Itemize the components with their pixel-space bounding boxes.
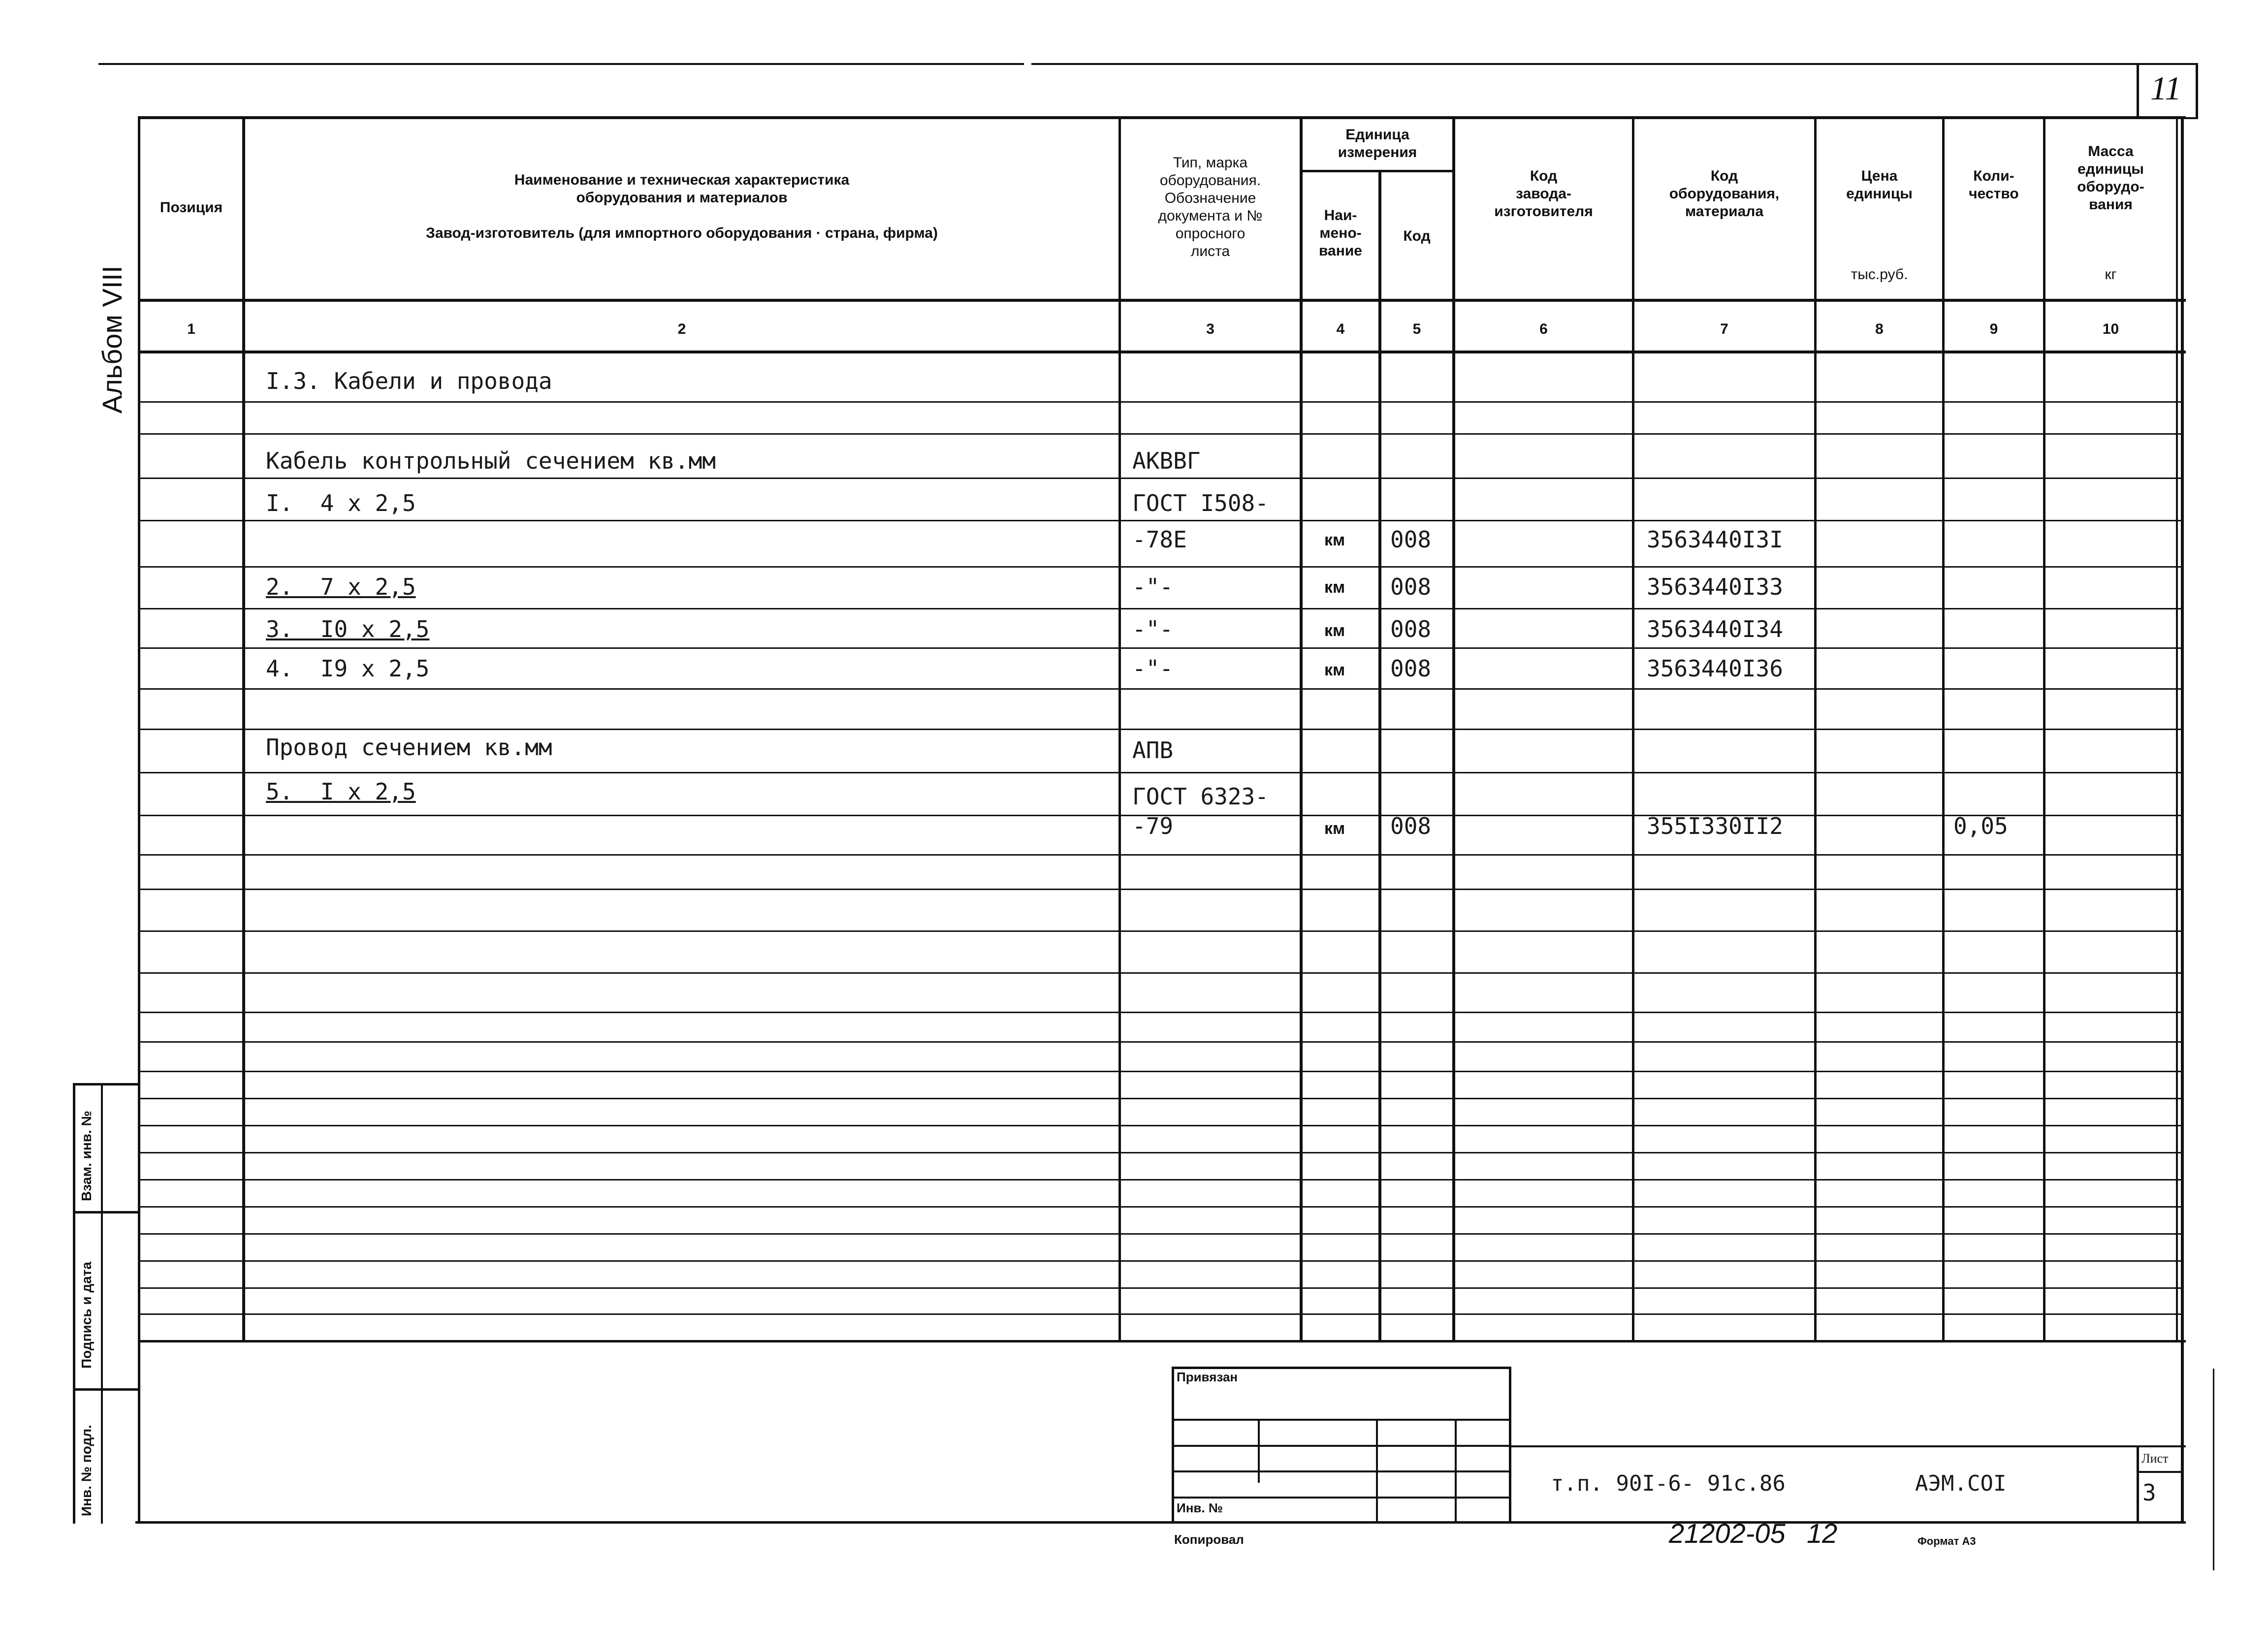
col-number: 3 — [1206, 321, 1214, 337]
table-row — [138, 930, 2183, 932]
row5-unit-code: 008 — [1390, 813, 1432, 839]
row5-quantity: 0,05 — [1953, 813, 2008, 839]
top-rule — [98, 63, 1024, 65]
format-label: Формат А3 — [1917, 1535, 1976, 1547]
row4-material-code: 3563440I36 — [1647, 655, 1783, 682]
table-row — [138, 433, 2183, 435]
title-block-line — [1172, 1470, 1510, 1472]
table-row — [138, 1260, 2183, 1262]
row3-unit: км — [1324, 621, 1345, 640]
col-number: 2 — [677, 321, 686, 337]
side-stamp-label: Подпись и дата — [79, 1262, 94, 1369]
table-row — [138, 972, 2183, 974]
row2-unit: км — [1324, 578, 1345, 597]
table-row — [138, 1179, 2183, 1181]
side-stamp-line — [73, 1083, 75, 1524]
table-row — [138, 520, 2183, 521]
title-block-line — [1509, 1367, 1511, 1523]
row4-unit: км — [1324, 661, 1345, 679]
cable-title: Кабель контрольный сечением кв.мм — [266, 447, 716, 474]
row3-material-code: 3563440I34 — [1647, 616, 1783, 642]
title-block-line — [1258, 1419, 1260, 1483]
title-block-line — [1455, 1419, 1457, 1523]
table-row — [138, 1012, 2183, 1013]
table-row — [138, 1287, 2183, 1289]
table-bottom — [138, 1340, 2186, 1342]
header-price: Цена единицы — [1846, 168, 1913, 202]
side-stamp-label: Инв. № подл. — [79, 1425, 94, 1516]
table-row — [138, 608, 2183, 609]
numbers-bottom — [138, 351, 2186, 353]
col-number: 1 — [187, 321, 195, 337]
col-number: 7 — [1720, 321, 1728, 337]
header-quantity: Коли- чество — [1969, 168, 2019, 202]
top-rule — [1031, 63, 2198, 65]
table-row — [138, 1041, 2183, 1043]
row3-unit-code: 008 — [1390, 616, 1432, 642]
table-row — [138, 772, 2183, 773]
title-block-line — [1172, 1419, 1510, 1421]
table-row — [138, 1125, 2183, 1126]
sheet-corner-mark: 11 — [2150, 69, 2181, 107]
copied-label: Копировал — [1174, 1532, 1244, 1547]
col-number: 6 — [1539, 321, 1548, 337]
title-block-line — [1172, 1497, 1510, 1499]
sheet-number: 3 — [2142, 1479, 2156, 1506]
row5-standard: ГОСТ 6323- — [1132, 783, 1269, 810]
table-row — [138, 1071, 2183, 1072]
side-stamp-line — [73, 1388, 138, 1391]
wire-title: Провод сечением кв.мм — [266, 734, 552, 761]
table-row — [138, 401, 2183, 403]
list-item: 5. I х 2,5 — [266, 778, 416, 805]
row1-standard: ГОСТ I508- — [1132, 490, 1269, 516]
row4-unit-code: 008 — [1390, 655, 1432, 682]
list-item: 2. 7 х 2,5 — [266, 574, 416, 600]
frame-top — [138, 116, 2186, 119]
corner-box-line — [2196, 64, 2198, 118]
table-row — [138, 1313, 2183, 1315]
side-stamp-line — [73, 1211, 138, 1213]
inv-no-label: Инв. № — [1177, 1500, 1223, 1515]
header-mass-unit: кг — [2105, 266, 2117, 283]
table-row — [138, 688, 2183, 690]
title-block-line — [1172, 1367, 1510, 1369]
row2-material-code: 3563440I33 — [1647, 574, 1783, 600]
wire-type: АПВ — [1132, 737, 1174, 764]
row4-type: -"- — [1132, 655, 1174, 682]
frame-bottom — [135, 1521, 2186, 1524]
header-bottom — [138, 299, 2186, 302]
header-position: Позиция — [160, 199, 223, 216]
header-unit-group: Единица измерения — [1338, 127, 1417, 160]
corner-box-line — [2137, 64, 2139, 118]
document-sheet: 12 — [1807, 1518, 1838, 1549]
privyazan-label: Привязан — [1177, 1370, 1238, 1384]
row1-material-code: 3563440I3I — [1647, 526, 1783, 553]
header-factory-code: Код завода- изготовителя — [1494, 168, 1593, 220]
table-row — [138, 647, 2183, 649]
header-price-unit: тыс.руб. — [1851, 266, 1908, 283]
table-row — [138, 889, 2183, 890]
row5-standard-cont: -79 — [1132, 813, 1174, 839]
col-divider — [1378, 170, 1381, 1342]
col-number: 4 — [1336, 321, 1345, 337]
table-row — [138, 729, 2183, 730]
row1-standard-cont: -78Е — [1132, 526, 1187, 553]
table-row — [138, 854, 2183, 856]
side-stamp-line — [73, 1083, 138, 1085]
list-item: I. 4 х 2,5 — [266, 490, 416, 516]
title-block-line — [1172, 1367, 1174, 1523]
row1-unit: км — [1324, 531, 1345, 549]
table-row — [138, 1233, 2183, 1235]
title-block-line — [1172, 1445, 1510, 1447]
document-number: 21202-05 — [1669, 1518, 1786, 1549]
title-block-line — [1376, 1419, 1378, 1523]
title-block-line — [1510, 1445, 2186, 1447]
table-row — [138, 566, 2183, 568]
table-row — [138, 1206, 2183, 1208]
col-number: 10 — [2102, 321, 2119, 337]
row3-type: -"- — [1132, 616, 1174, 642]
row1-unit-code: 008 — [1390, 526, 1432, 553]
project-number: т.п. 90I-6- 91с.86 — [1551, 1471, 1786, 1496]
frame-right — [2181, 116, 2184, 1523]
header-unit-code: Код — [1403, 228, 1431, 244]
sheet-label: Лист — [2141, 1451, 2169, 1466]
col-number: 5 — [1412, 321, 1421, 337]
list-item: 4. I9 х 2,5 — [266, 655, 430, 682]
list-item: 3. I0 х 2,5 — [266, 616, 430, 642]
header-type: Тип, марка оборудования. Обозначение документа и № опросного листа — [1158, 155, 1263, 259]
table-row — [138, 1152, 2183, 1153]
header-unit-name: Наи- мено- вание — [1319, 207, 1362, 259]
unit-group-line — [1300, 170, 1455, 172]
row5-unit: км — [1324, 819, 1345, 838]
table-row — [138, 1098, 2183, 1099]
col-number: 9 — [1989, 321, 1998, 337]
table-row — [138, 478, 2183, 479]
row2-unit-code: 008 — [1390, 574, 1432, 600]
header-material-code: Код оборудования, материала — [1669, 168, 1780, 220]
row5-material-code: 355I330II2 — [1647, 813, 1783, 839]
side-stamp-label: Взам. инв. № — [79, 1111, 94, 1201]
cable-type: АКВВГ — [1132, 447, 1201, 474]
right-margin-line — [2213, 1369, 2214, 1570]
title-block-line — [2137, 1445, 2139, 1523]
section-title: I.3. Кабели и провода — [266, 368, 552, 394]
album-label: Альбом VIII — [96, 265, 128, 414]
title-block-line — [2137, 1471, 2183, 1473]
col-number: 8 — [1875, 321, 1884, 337]
row2-type: -"- — [1132, 574, 1174, 600]
header-mass: Масса единицы оборудо- вания — [2077, 143, 2144, 213]
side-stamp-line — [101, 1083, 103, 1524]
document-code: АЭМ.COI — [1915, 1471, 2007, 1496]
header-name: Наименование и техническая характеристика оборудования и материалов Завод-изготовитель (для импортного оборудования · страна, фирма) — [426, 172, 938, 241]
